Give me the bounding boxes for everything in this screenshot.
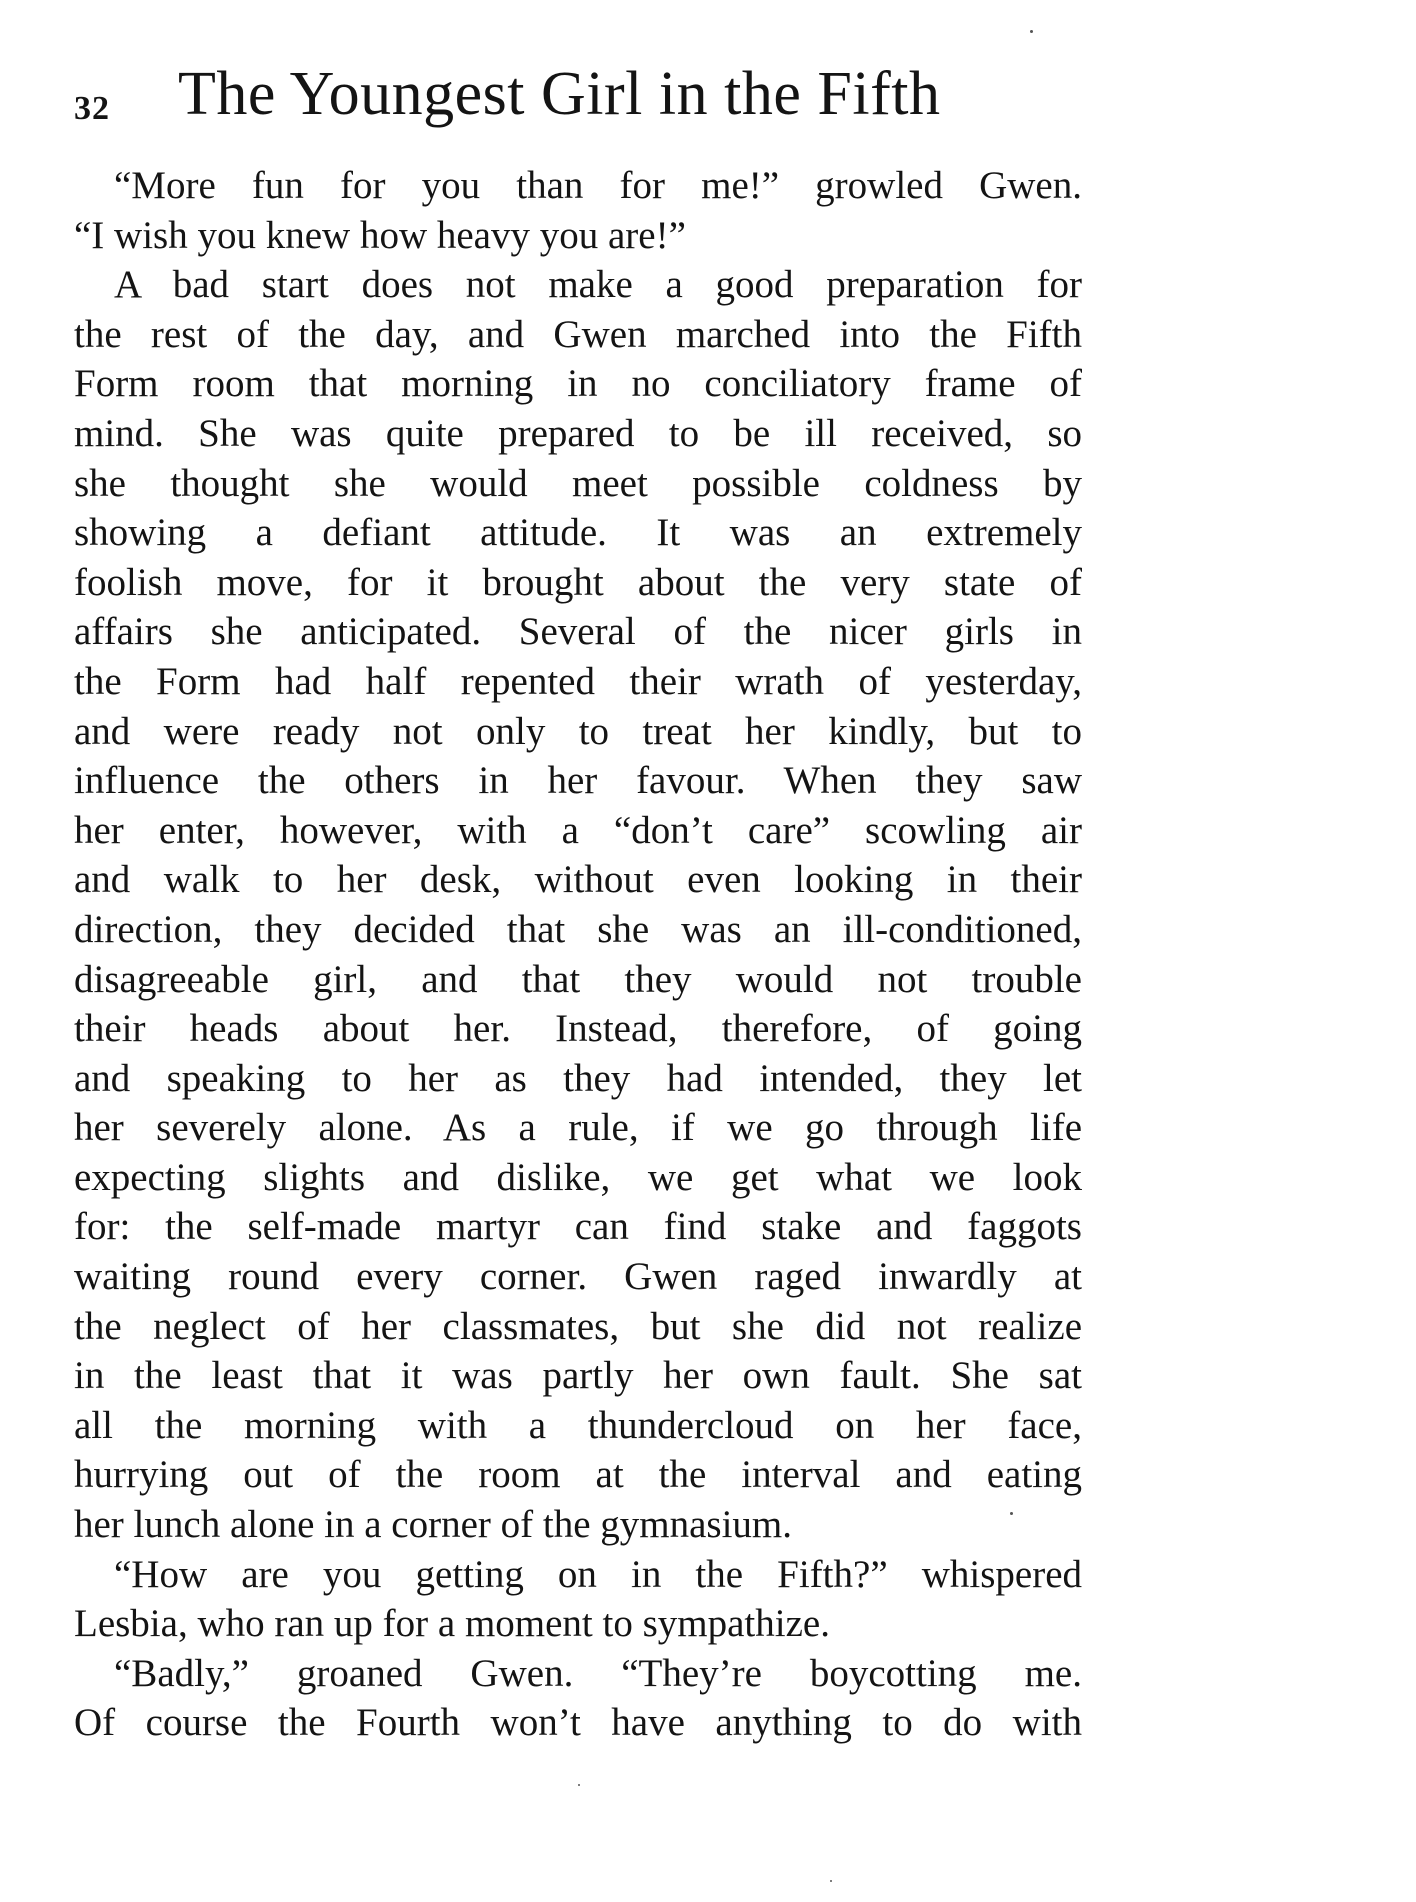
text-line: hurrying out of the room at the interval and eating <box>74 1453 1082 1497</box>
text-line: mind. She was quite prepared to be ill received, so <box>74 411 1082 455</box>
text-line: affairs she anticipated. Several of the nicer girls in <box>74 610 1082 654</box>
print-speck <box>830 1880 832 1882</box>
text-line: and walk to her desk, without even looking in their <box>74 858 1082 902</box>
text-line: her lunch alone in a corner of the gymnasium. <box>74 1503 793 1547</box>
text-line: Form room that morning in no conciliatory frame of <box>74 362 1082 406</box>
text-line: Lesbia, who ran up for a moment to sympathize. <box>74 1602 830 1646</box>
text-line: foolish move, for it brought about the very state of <box>74 560 1082 604</box>
text-line: A bad start does not make a good preparation for <box>114 263 1082 307</box>
book-title: The Youngest Girl in the Fifth <box>178 60 941 128</box>
text-line: expecting slights and dislike, we get what we look <box>74 1155 1082 1199</box>
running-head <box>74 54 1084 134</box>
text-line: “More fun for you than for me!” growled Gwen. <box>114 164 1082 207</box>
text-line: showing a defiant attitude. It was an extremely <box>74 511 1082 555</box>
text-line: and were ready not only to treat her kindly, but to <box>74 709 1082 753</box>
text-line: “How are you getting on in the Fifth?” whispered <box>114 1552 1082 1596</box>
text-line: direction, they decided that she was an ill-conditioned, <box>74 907 1082 951</box>
text-line: the rest of the day, and Gwen marched into the Fifth <box>74 312 1082 356</box>
text-line: Of course the Fourth won’t have anything to do with <box>74 1701 1082 1745</box>
text-line: “Badly,” groaned Gwen. “They’re boycotting me. <box>114 1651 1082 1695</box>
page-number: 32 <box>74 90 110 127</box>
text-line: disagreeable girl, and that they would not trouble <box>74 957 1082 1001</box>
print-speck <box>578 1784 580 1786</box>
text-line: the Form had half repented their wrath of yesterday, <box>74 659 1082 703</box>
text-line: their heads about her. Instead, therefore, of going <box>74 1007 1082 1051</box>
text-line: her enter, however, with a “don’t care” scowling air <box>74 808 1082 852</box>
text-line: the neglect of her classmates, but she did not realize <box>74 1304 1082 1348</box>
text-line: she thought she would meet possible coldness by <box>74 461 1082 505</box>
text-line: for: the self-made martyr can find stake and faggots <box>74 1205 1082 1249</box>
print-speck <box>1030 30 1033 33</box>
text-line: and speaking to her as they had intended, they let <box>74 1056 1082 1100</box>
print-speck <box>1010 1512 1013 1515</box>
text-line: waiting round every corner. Gwen raged inwardly at <box>74 1255 1082 1299</box>
text-line: all the morning with a thundercloud on her face, <box>74 1403 1082 1447</box>
text-line: influence the others in her favour. When they saw <box>74 759 1082 803</box>
body-text <box>74 161 1082 1748</box>
text-line: in the least that it was partly her own fault. She sat <box>74 1354 1082 1398</box>
text-line: “I wish you knew how heavy you are!” <box>74 213 686 257</box>
text-line: her severely alone. As a rule, if we go through life <box>74 1106 1082 1150</box>
